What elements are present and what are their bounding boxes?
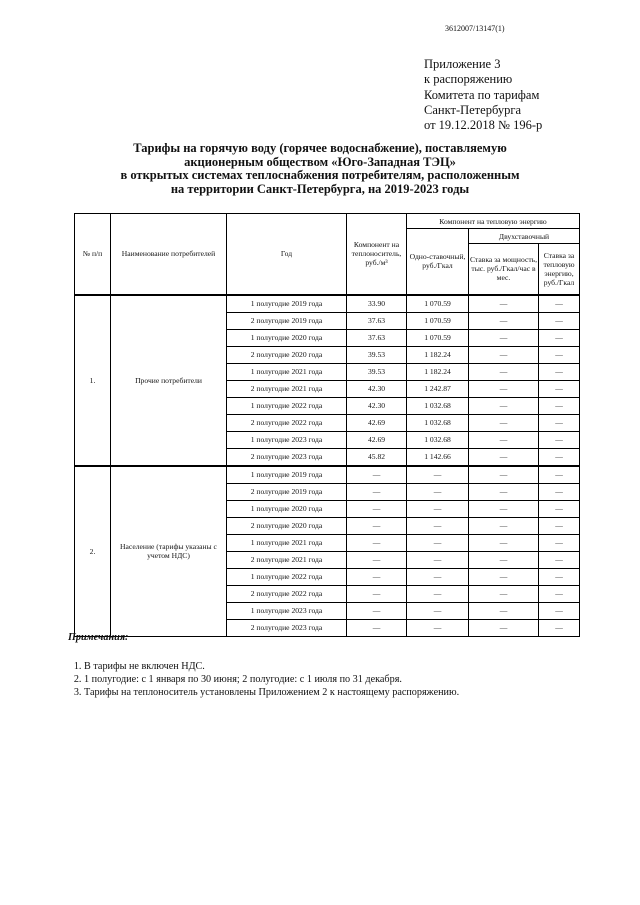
carrier-cell: — xyxy=(347,585,407,602)
capacity-rate-cell: — xyxy=(469,346,539,363)
period-cell: 2 полугодие 2019 года xyxy=(227,312,347,329)
document-number: 3612007/13147(1) xyxy=(445,24,505,33)
period-cell: 1 полугодие 2022 года xyxy=(227,397,347,414)
single-rate-cell: — xyxy=(407,534,469,551)
tariff-table xyxy=(74,213,580,637)
tariff-table-body xyxy=(75,295,580,637)
energy-rate-cell: — xyxy=(539,466,580,484)
period-cell: 1 полугодие 2019 года xyxy=(227,466,347,484)
note-item: 2. 1 полугодие: с 1 января по 30 июня; 2 полугодие: с 1 июля по 31 декабря. xyxy=(84,674,459,687)
capacity-rate-cell: — xyxy=(469,568,539,585)
period-cell: 1 полугодие 2020 года xyxy=(227,329,347,346)
single-rate-cell: — xyxy=(407,517,469,534)
group-number: 1. xyxy=(75,295,111,466)
table-row xyxy=(75,295,580,313)
header-year: Год xyxy=(227,214,347,295)
period-cell: 2 полугодие 2020 года xyxy=(227,517,347,534)
carrier-cell: 39.53 xyxy=(347,363,407,380)
notes-section xyxy=(68,632,459,699)
energy-rate-cell: — xyxy=(539,602,580,619)
note-item: 3. Тарифы на теплоноситель установлены Приложением 2 к настоящему распоряжению. xyxy=(84,687,459,700)
capacity-rate-cell: — xyxy=(469,585,539,602)
capacity-rate-cell: — xyxy=(469,431,539,448)
title-line: в открытых системах теплоснабжения потребителям, расположенным xyxy=(120,168,520,183)
carrier-cell: 42.69 xyxy=(347,431,407,448)
carrier-cell: 33.90 xyxy=(347,295,407,313)
period-cell: 2 полугодие 2022 года xyxy=(227,585,347,602)
period-cell: 1 полугодие 2023 года xyxy=(227,431,347,448)
capacity-rate-cell: — xyxy=(469,397,539,414)
capacity-rate-cell: — xyxy=(469,466,539,484)
appendix-line: Приложение 3 xyxy=(424,57,501,71)
capacity-rate-cell: — xyxy=(469,602,539,619)
capacity-rate-cell: — xyxy=(469,380,539,397)
single-rate-cell: 1 182.24 xyxy=(407,363,469,380)
capacity-rate-cell: — xyxy=(469,329,539,346)
capacity-rate-cell: — xyxy=(469,312,539,329)
carrier-cell: — xyxy=(347,466,407,484)
carrier-cell: — xyxy=(347,602,407,619)
header-single-rate: Одно-ставочный, руб./Гкал xyxy=(407,229,469,295)
capacity-rate-cell: — xyxy=(469,534,539,551)
appendix-line: к распоряжению xyxy=(424,72,513,87)
energy-rate-cell: — xyxy=(539,363,580,380)
single-rate-cell: 1 142.66 xyxy=(407,448,469,466)
single-rate-cell: 1 032.68 xyxy=(407,431,469,448)
title-line: Тарифы на горячую воду (горячее водоснабжение), поставляемую xyxy=(133,141,507,155)
single-rate-cell: 1 032.68 xyxy=(407,397,469,414)
single-rate-cell: — xyxy=(407,551,469,568)
single-rate-cell: 1 070.59 xyxy=(407,295,469,313)
carrier-cell: — xyxy=(347,534,407,551)
period-cell: 2 полугодие 2021 года xyxy=(227,551,347,568)
energy-rate-cell: — xyxy=(539,329,580,346)
appendix-reference xyxy=(424,57,542,133)
single-rate-cell: 1 032.68 xyxy=(407,414,469,431)
notes-list xyxy=(68,661,459,699)
carrier-cell: — xyxy=(347,568,407,585)
carrier-cell: 45.82 xyxy=(347,448,407,466)
carrier-cell: 37.63 xyxy=(347,312,407,329)
capacity-rate-cell: — xyxy=(469,414,539,431)
energy-rate-cell: — xyxy=(539,312,580,329)
energy-rate-cell: — xyxy=(539,551,580,568)
energy-rate-cell: — xyxy=(539,295,580,313)
capacity-rate-cell: — xyxy=(469,295,539,313)
single-rate-cell: — xyxy=(407,602,469,619)
period-cell: 2 полугодие 2021 года xyxy=(227,380,347,397)
energy-rate-cell: — xyxy=(539,448,580,466)
period-cell: 2 полугодие 2023 года xyxy=(227,448,347,466)
appendix-line: Комитета по тарифам xyxy=(424,87,540,102)
title-line: акционерным обществом «Юго-Западная ТЭЦ» xyxy=(184,154,456,169)
notes-heading: Примечания: xyxy=(68,632,129,643)
carrier-cell: 42.30 xyxy=(347,397,407,414)
capacity-rate-cell: — xyxy=(469,363,539,380)
period-cell: 2 полугодие 2019 года xyxy=(227,483,347,500)
period-cell: 2 полугодие 2023 года xyxy=(227,619,347,636)
header-consumer: Наименование потребителей xyxy=(111,214,227,295)
energy-rate-cell: — xyxy=(539,346,580,363)
single-rate-cell: 1 070.59 xyxy=(407,329,469,346)
energy-rate-cell: — xyxy=(539,431,580,448)
single-rate-cell: — xyxy=(407,619,469,636)
energy-rate-cell: — xyxy=(539,568,580,585)
capacity-rate-cell: — xyxy=(469,448,539,466)
consumer-name: Прочие потребители xyxy=(111,295,227,466)
energy-rate-cell: — xyxy=(539,397,580,414)
energy-rate-cell: — xyxy=(539,517,580,534)
period-cell: 2 полугодие 2020 года xyxy=(227,346,347,363)
period-cell: 1 полугодие 2021 года xyxy=(227,363,347,380)
carrier-cell: — xyxy=(347,619,407,636)
period-cell: 1 полугодие 2021 года xyxy=(227,534,347,551)
single-rate-cell: 1 070.59 xyxy=(407,312,469,329)
period-cell: 1 полугодие 2023 года xyxy=(227,602,347,619)
energy-rate-cell: — xyxy=(539,619,580,636)
carrier-cell: 42.30 xyxy=(347,380,407,397)
capacity-rate-cell: — xyxy=(469,619,539,636)
header-num: № п/п xyxy=(75,214,111,295)
carrier-cell: — xyxy=(347,500,407,517)
energy-rate-cell: — xyxy=(539,500,580,517)
energy-rate-cell: — xyxy=(539,585,580,602)
appendix-line: от 19.12.2018 № 196-р xyxy=(424,118,543,133)
single-rate-cell: 1 182.24 xyxy=(407,346,469,363)
energy-rate-cell: — xyxy=(539,414,580,431)
single-rate-cell: — xyxy=(407,483,469,500)
carrier-cell: — xyxy=(347,483,407,500)
carrier-cell: 37.63 xyxy=(347,329,407,346)
header-carrier: Компонент на теплоноситель, руб./м³ xyxy=(347,214,407,295)
period-cell: 1 полугодие 2020 года xyxy=(227,500,347,517)
single-rate-cell: 1 242.87 xyxy=(407,380,469,397)
consumer-name: Население (тарифы указаны с учетом НДС) xyxy=(111,466,227,637)
table-row xyxy=(75,466,580,484)
capacity-rate-cell: — xyxy=(469,551,539,568)
carrier-cell: — xyxy=(347,517,407,534)
single-rate-cell: — xyxy=(407,585,469,602)
header-energy-rate: Ставка за тепловую энергию, руб./Гкал xyxy=(539,244,580,295)
single-rate-cell: — xyxy=(407,500,469,517)
carrier-cell: 39.53 xyxy=(347,346,407,363)
period-cell: 2 полугодие 2022 года xyxy=(227,414,347,431)
energy-rate-cell: — xyxy=(539,380,580,397)
header-capacity-rate: Ставка за мощность, тыс. руб./Гкал/час в мес. xyxy=(469,244,539,295)
capacity-rate-cell: — xyxy=(469,500,539,517)
header-energy-group: Компонент на тепловую энергию xyxy=(407,214,580,229)
carrier-cell: — xyxy=(347,551,407,568)
single-rate-cell: — xyxy=(407,466,469,484)
header-two-rate: Двухставочный xyxy=(469,229,580,244)
energy-rate-cell: — xyxy=(539,534,580,551)
period-cell: 1 полугодие 2022 года xyxy=(227,568,347,585)
energy-rate-cell: — xyxy=(539,483,580,500)
group-number: 2. xyxy=(75,466,111,637)
title-line: на территории Санкт-Петербурга, на 2019-2023 годы xyxy=(170,181,470,196)
capacity-rate-cell: — xyxy=(469,483,539,500)
note-item: 1. В тарифы не включен НДС. xyxy=(84,661,459,674)
single-rate-cell: — xyxy=(407,568,469,585)
period-cell: 1 полугодие 2019 года xyxy=(227,295,347,313)
carrier-cell: 42.69 xyxy=(347,414,407,431)
capacity-rate-cell: — xyxy=(469,517,539,534)
appendix-line: Санкт-Петербурга xyxy=(424,102,522,117)
document-title xyxy=(80,142,560,196)
